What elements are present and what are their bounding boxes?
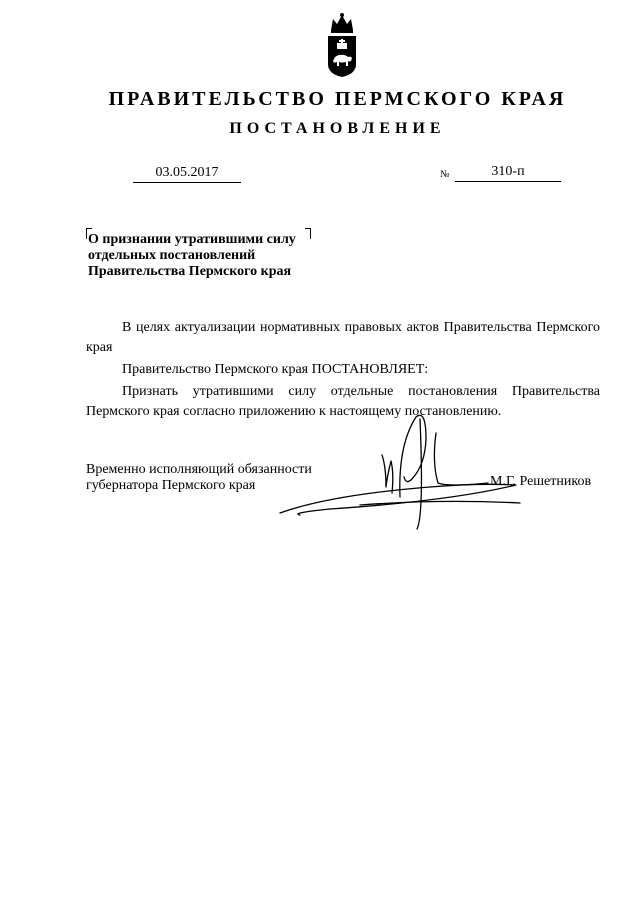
signer-name: М.Г. Решетников — [490, 474, 592, 489]
signer-title-line: Временно исполняющий обязанности — [86, 462, 312, 477]
number-sign: № — [440, 169, 450, 180]
signer-title-line: губернатора Пермского края — [86, 478, 256, 493]
coat-of-arms-icon — [323, 12, 361, 78]
handwritten-signature — [270, 405, 530, 535]
subject-bracket-right — [305, 228, 311, 239]
document-subject — [88, 232, 296, 280]
document-date: 03.05.2017 — [133, 163, 241, 183]
resolution-paragraph: Правительство Пермского края ПОСТАНОВЛЯЕТ: — [122, 362, 429, 377]
decision-paragraph: Признать утратившими силу отдельные постановления Правительства Пермского края согласно приложению к настоящему постановлению. — [86, 384, 600, 419]
subject-line: Правительства Пермского края — [88, 264, 292, 279]
organization-title: ПРАВИТЕЛЬСТВО ПЕРМСКОГО КРАЯ — [108, 88, 567, 110]
subject-line: О признании утратившими силу — [88, 232, 296, 247]
document-number: 310-п — [455, 162, 561, 182]
preamble-paragraph: В целях актуализации нормативных правовых актов Правительства Пермского края — [86, 320, 600, 355]
subject-line: отдельных постановлений — [88, 248, 256, 263]
document-type: ПОСТАНОВЛЕНИЕ — [229, 120, 446, 137]
